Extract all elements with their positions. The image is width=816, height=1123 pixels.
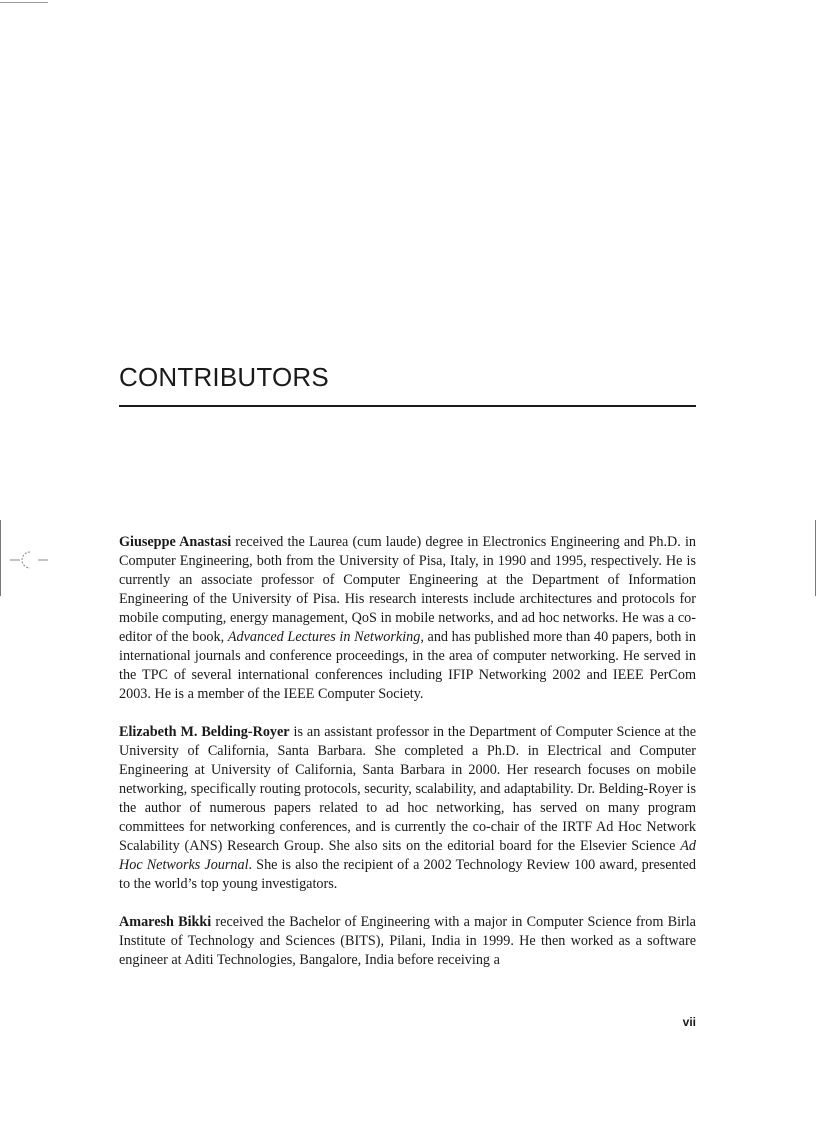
bio-paragraph: [119, 533, 696, 704]
bio-text: is an assistant professor in the Department of Computer Science at the University of California, Santa Barbara. She completed a Ph.D. in Electrical and Computer Engineering at University of California, Santa Barbara in 2000. Her research focuses on mobile networking, specifically routing protocols, security, scalability, and adaptability. Dr. Belding-Royer is the author of numerous papers related to ad hoc networking, has served on many program committees for networking conferences, and is currently the co-chair of the IRTF Ad Hoc Network Scalability (ANS) Research Group. She also sits on the editorial board for the Elsevier Science: [119, 724, 697, 854]
contributor-name: Giuseppe Anastasi: [119, 534, 232, 550]
crop-mark-top: [0, 2, 48, 3]
bio-text: received the Laurea (cum laude) degree in Electronics Engineering and Ph.D. in Computer Engineering, both from the University of Pisa, Italy, in 1990 and 1995, respectively. He is currently an associate professor of Computer Engineering at the Department of Information Engineering of the University of Pisa. His research interests include architectures and protocols for mobile computing, energy management, QoS in mobile networks, and ad hoc networks. He was a co-editor of the book,: [119, 534, 697, 645]
title-rule: [119, 405, 696, 407]
journal-title: Ad Hoc Networks Journal: [119, 838, 696, 873]
margin-bar-left: [0, 520, 1, 596]
registration-mark-icon: [10, 549, 48, 571]
bio-text: received the Bachelor of Engineering with a major in Computer Science from Birla Institute of Technology and Sciences (BITS), Pilani, India in 1999. He then worked as a software engineer at Aditi Technologies, Bangalore, India before receiving a: [119, 914, 696, 968]
contributors-list: [119, 533, 696, 989]
bio-paragraph: [119, 723, 696, 894]
bio-text: . She is also the recipient of a 2002 Technology Review 100 award, presented to the world’s top young investigators.: [119, 857, 696, 892]
contributor-name: Amaresh Bikki: [119, 914, 212, 930]
page-title: CONTRIBUTORS: [119, 362, 329, 392]
page-number: vii: [682, 1015, 696, 1029]
bio-paragraph: [119, 913, 696, 970]
bio-text: and has published more than 40 papers, both in international journals and conference proceedings, in the area of computer networking. He served in the TPC of several international conferences including IFIP Networking 2002 and IEEE PerCom 2003. He is a member of the IEEE Computer Society.: [119, 629, 696, 702]
book-title: Advanced Lectures in Networking,: [227, 629, 424, 645]
contributor-name: Elizabeth M. Belding-Royer: [119, 724, 290, 740]
